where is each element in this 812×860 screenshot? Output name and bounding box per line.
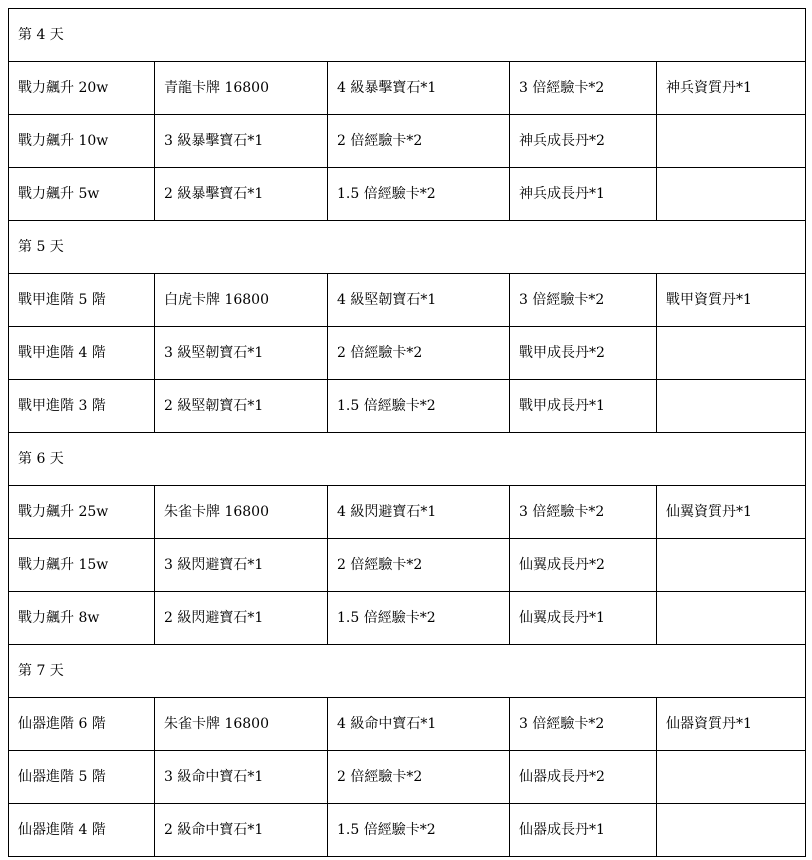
condition-cell: 戰甲進階 3 階 <box>9 380 155 433</box>
reward-cell: 1.5 倍經驗卡*2 <box>328 380 510 433</box>
condition-cell: 戰甲進階 4 階 <box>9 327 155 380</box>
condition-cell: 戰力飆升 20w <box>9 62 155 115</box>
reward-cell: 神兵資質丹*1 <box>657 62 806 115</box>
day-title: 第 7 天 <box>9 645 806 698</box>
reward-cell: 1.5 倍經驗卡*2 <box>328 168 510 221</box>
reward-cell <box>657 327 806 380</box>
reward-cell: 仙器成長丹*2 <box>510 751 657 804</box>
reward-cell: 3 級命中寶石*1 <box>155 751 328 804</box>
reward-cell: 戰甲資質丹*1 <box>657 274 806 327</box>
reward-cell: 4 級堅韌寶石*1 <box>328 274 510 327</box>
reward-cell: 仙翼成長丹*1 <box>510 592 657 645</box>
reward-cell: 神兵成長丹*2 <box>510 115 657 168</box>
reward-cell: 2 級命中寶石*1 <box>155 804 328 857</box>
reward-cell: 白虎卡牌 16800 <box>155 274 328 327</box>
reward-cell: 1.5 倍經驗卡*2 <box>328 804 510 857</box>
reward-cell <box>657 592 806 645</box>
reward-cell: 仙翼資質丹*1 <box>657 486 806 539</box>
reward-row <box>9 380 806 433</box>
reward-cell: 仙器資質丹*1 <box>657 698 806 751</box>
reward-cell: 2 倍經驗卡*2 <box>328 115 510 168</box>
condition-cell: 戰力飆升 25w <box>9 486 155 539</box>
reward-cell: 2 級堅韌寶石*1 <box>155 380 328 433</box>
reward-cell: 仙翼成長丹*2 <box>510 539 657 592</box>
day-header-row <box>9 433 806 486</box>
reward-cell: 2 倍經驗卡*2 <box>328 539 510 592</box>
reward-row <box>9 486 806 539</box>
reward-cell <box>657 380 806 433</box>
reward-cell: 青龍卡牌 16800 <box>155 62 328 115</box>
condition-cell: 戰力飆升 8w <box>9 592 155 645</box>
reward-cell: 3 級堅韌寶石*1 <box>155 327 328 380</box>
reward-cell <box>657 168 806 221</box>
condition-cell: 戰力飆升 10w <box>9 115 155 168</box>
reward-cell: 2 倍經驗卡*2 <box>328 327 510 380</box>
day-title: 第 6 天 <box>9 433 806 486</box>
reward-cell: 2 級閃避寶石*1 <box>155 592 328 645</box>
reward-row <box>9 804 806 857</box>
reward-cell <box>657 539 806 592</box>
day-title: 第 4 天 <box>9 9 806 62</box>
reward-cell <box>657 804 806 857</box>
day-header-row <box>9 9 806 62</box>
reward-cell <box>657 751 806 804</box>
reward-cell: 3 倍經驗卡*2 <box>510 274 657 327</box>
condition-cell: 戰甲進階 5 階 <box>9 274 155 327</box>
condition-cell: 仙器進階 5 階 <box>9 751 155 804</box>
reward-cell: 3 倍經驗卡*2 <box>510 698 657 751</box>
reward-cell: 戰甲成長丹*1 <box>510 380 657 433</box>
reward-row <box>9 327 806 380</box>
day-header-row <box>9 221 806 274</box>
reward-table <box>8 8 806 857</box>
reward-row <box>9 751 806 804</box>
reward-cell: 戰甲成長丹*2 <box>510 327 657 380</box>
reward-cell: 4 級暴擊寶石*1 <box>328 62 510 115</box>
reward-cell: 4 級命中寶石*1 <box>328 698 510 751</box>
reward-cell: 3 級閃避寶石*1 <box>155 539 328 592</box>
reward-cell: 2 倍經驗卡*2 <box>328 751 510 804</box>
reward-row <box>9 115 806 168</box>
reward-cell: 3 級暴擊寶石*1 <box>155 115 328 168</box>
reward-cell: 2 級暴擊寶石*1 <box>155 168 328 221</box>
reward-table-body <box>9 9 806 857</box>
reward-row <box>9 274 806 327</box>
day-title: 第 5 天 <box>9 221 806 274</box>
reward-cell: 朱雀卡牌 16800 <box>155 486 328 539</box>
reward-cell: 3 倍經驗卡*2 <box>510 62 657 115</box>
condition-cell: 仙器進階 6 階 <box>9 698 155 751</box>
condition-cell: 戰力飆升 5w <box>9 168 155 221</box>
reward-cell: 仙器成長丹*1 <box>510 804 657 857</box>
reward-row <box>9 539 806 592</box>
reward-cell: 4 級閃避寶石*1 <box>328 486 510 539</box>
day-header-row <box>9 645 806 698</box>
reward-cell: 3 倍經驗卡*2 <box>510 486 657 539</box>
reward-cell: 1.5 倍經驗卡*2 <box>328 592 510 645</box>
condition-cell: 戰力飆升 15w <box>9 539 155 592</box>
reward-row <box>9 168 806 221</box>
reward-cell: 朱雀卡牌 16800 <box>155 698 328 751</box>
reward-cell <box>657 115 806 168</box>
condition-cell: 仙器進階 4 階 <box>9 804 155 857</box>
reward-cell: 神兵成長丹*1 <box>510 168 657 221</box>
reward-row <box>9 592 806 645</box>
reward-row <box>9 698 806 751</box>
reward-row <box>9 62 806 115</box>
